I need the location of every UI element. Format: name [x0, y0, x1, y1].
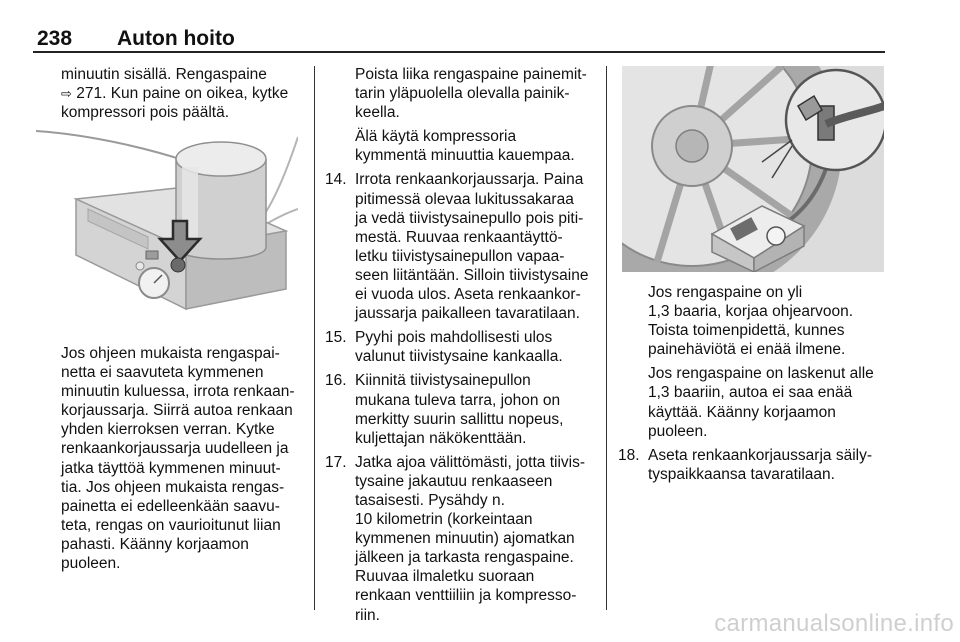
- text-line: valunut tiivistysaine kankaalla.: [355, 348, 563, 366]
- header-rule: [33, 51, 885, 53]
- text-line: tasaisesti. Pysähdy n.: [355, 491, 505, 509]
- text-line: tyspaikkaansa tavaratilaan.: [648, 465, 835, 483]
- text-line: tysaine jakautuu renkaaseen: [355, 472, 553, 490]
- text-line: Jos ohjeen mukaista rengaspai-: [61, 345, 280, 362]
- text-line: kompressori pois päältä.: [61, 104, 229, 122]
- watermark: carmanualsonline.info: [714, 610, 954, 637]
- text-line: mukana tuleva tarra, johon on: [355, 391, 561, 409]
- text-line: Älä käytä kompressoria: [355, 128, 517, 146]
- step-number: 16.: [325, 372, 347, 390]
- step-18: [618, 446, 888, 484]
- tire-valve-compressor-illustration: [622, 66, 884, 272]
- column-1-paragraph: [61, 344, 307, 573]
- text-line: keella.: [355, 104, 400, 122]
- text-line: 1,3 baariin, autoa ei saa enää: [648, 384, 853, 402]
- text-line: tarin yläpuolella olevalla painik-: [355, 85, 570, 103]
- paragraph-pressure-below: [648, 364, 888, 440]
- step-number: 17.: [325, 453, 347, 471]
- step-17: [325, 453, 595, 625]
- text-line: jälkeen ja tarkasta rengaspaine.: [355, 549, 574, 567]
- text-line: letku tiivistysainepullon vapaa-: [355, 247, 565, 265]
- step-14: [325, 170, 595, 323]
- text-line: pahasti. Käänny korjaamon: [61, 535, 249, 553]
- page-header: [33, 27, 885, 51]
- text-line: Jos rengaspaine on laskenut alle: [648, 365, 874, 383]
- text-line: seen liitäntään. Silloin tiivistysaine: [355, 266, 589, 284]
- paragraph-excess-pressure: [325, 65, 595, 165]
- text-line: ei vuoda ulos. Aseta renkaankor-: [355, 286, 581, 304]
- compressor-sealant-svg: [36, 127, 298, 333]
- text-line: merkitty suurin sallittu nopeus,: [355, 410, 564, 428]
- text-line: renkaan venttiiliin ja kompresso-: [355, 587, 577, 605]
- text-line: kymmenen minuutin) ajomatkan: [355, 530, 575, 548]
- text-line: teta, rengas on vaurioitunut liian: [61, 516, 281, 534]
- text-line: Jos rengaspaine on yli: [648, 284, 803, 301]
- text-line: Poista liika rengaspaine painemit-: [355, 66, 587, 83]
- text-line: painetta ei edelleenkään saavu-: [61, 497, 280, 515]
- text-line: Aseta renkaankorjaussarja säily-: [648, 446, 872, 464]
- column-2: [325, 65, 595, 630]
- step-15: [325, 328, 595, 366]
- text-line: Toista toimenpidettä, kunnes: [648, 322, 845, 340]
- text-line: riin.: [355, 606, 380, 624]
- text-line: jaussarja paikalleen tavaratilaan.: [355, 305, 580, 323]
- text-line-part: 271. Kun paine on oikea, kytke: [76, 85, 289, 103]
- tire-valve-svg: [622, 66, 884, 272]
- text-line: Irrota renkaankorjaussarja. Paina: [355, 171, 584, 189]
- text-line: tia. Jos ohjeen mukaista rengas-: [61, 478, 285, 496]
- text-line: netta ei saavuteta kymmenen: [61, 364, 264, 382]
- page-number: 238: [37, 27, 73, 50]
- text-line: Kiinnitä tiivistysainepullon: [355, 372, 531, 390]
- text-line: puoleen.: [648, 422, 708, 440]
- text-line: ja vedä tiivistysainepullo pois piti-: [355, 209, 584, 227]
- text-line: kuljettajan näkökenttään.: [355, 429, 527, 447]
- step-number: 15.: [325, 329, 347, 347]
- text-line: Pyyhi pois mahdollisesti ulos: [355, 329, 553, 347]
- text-line: minuutin kuluessa, irrota renkaan-: [61, 383, 295, 401]
- text-line: puoleen.: [61, 555, 121, 573]
- column-divider-1: [314, 66, 315, 610]
- column-1: [61, 65, 307, 122]
- page-reference-arrow-icon[interactable]: ⇨: [61, 86, 72, 102]
- text-line: yhden kierroksen verran. Kytke: [61, 421, 275, 439]
- column-3: [618, 283, 888, 489]
- text-line: 10 kilometrin (korkeintaan: [355, 511, 533, 529]
- paragraph-compressor-time: [355, 127, 595, 165]
- text-line: jatka täyttöä kymmenen minuut-: [61, 459, 281, 477]
- text-line: pitimessä olevaa lukitussakaraa: [355, 190, 574, 208]
- paragraph-pressure-above: [648, 283, 888, 359]
- text-line: 1,3 baaria, korjaa ohjearvoon.: [648, 303, 854, 321]
- text-line: renkaankorjaussarja uudelleen ja: [61, 440, 289, 458]
- text-line: minuutin sisällä. Rengaspaine: [61, 66, 267, 83]
- text-line: painehäviötä ei enää ilmene.: [648, 341, 846, 359]
- step-number: 14.: [325, 171, 347, 189]
- text-line: Ruuvaa ilmaletku suoraan: [355, 568, 535, 586]
- text-line: [61, 84, 307, 103]
- text-line: käyttää. Käänny korjaamon: [648, 403, 836, 421]
- chapter-title: Auton hoito: [117, 27, 235, 50]
- column-divider-2: [606, 66, 607, 610]
- step-number: 18.: [618, 446, 640, 464]
- step-16: [325, 371, 595, 447]
- text-line: kymmentä minuuttia kauempaa.: [355, 147, 575, 165]
- compressor-sealant-illustration: [36, 127, 298, 333]
- text-line: Jatka ajoa välittömästi, jotta tiivis-: [355, 453, 586, 471]
- text-line: korjaussarja. Siirrä autoa renkaan: [61, 402, 293, 420]
- text-line: mestä. Ruuvaa renkaantäyttö-: [355, 228, 563, 246]
